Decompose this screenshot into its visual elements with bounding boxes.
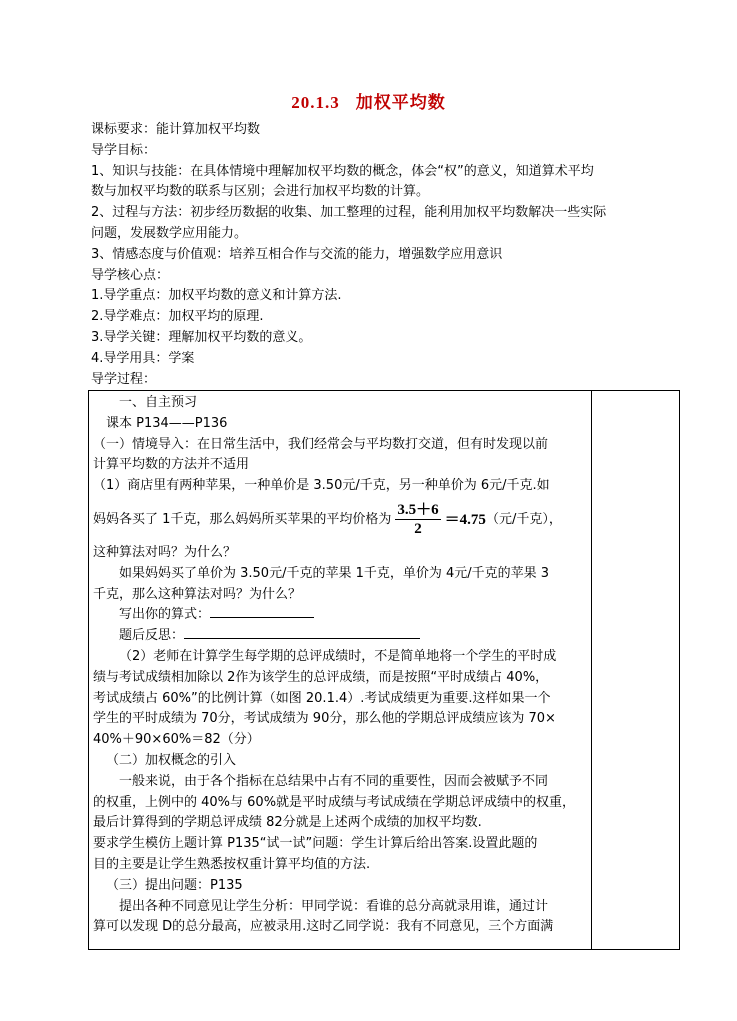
cell-line: 学生的平时成绩为 70分，考试成绩为 90分，那么他的学期总评成绩应该为 70× xyxy=(93,711,556,727)
formula-unit: （元/千克）， xyxy=(485,511,562,527)
intro-line: 2.导学难点：加权平均的原理. xyxy=(91,309,264,325)
page-title xyxy=(0,88,737,113)
reflection-line xyxy=(93,626,589,647)
intro-line: 数与加权平均数的联系与区别；会进行加权平均数的计算。 xyxy=(91,184,430,200)
cell-line: （1）商店里有两种苹果，一种单价是 3.50元/千克，另一种单价为 6元/千克.如 xyxy=(93,478,550,494)
answer-label: 写出你的算式： xyxy=(119,607,211,623)
intro-line: 1、知识与技能：在具体情境中理解加权平均数的概念，体会“权”的意义，知道算术平均 xyxy=(91,163,594,179)
cell-line: 最后计算得到的学期总评成绩 82分就是上述两个成绩的加权平均数. xyxy=(93,815,482,831)
cell-line: 要求学生模仿上题计算 P135“试一试”问题：学生计算后给出答案.设置此题的 xyxy=(93,836,538,852)
cell-line: （一）情境导入：在日常生活中，我们经常会与平均数打交道，但有时发现以前 xyxy=(93,436,549,452)
cell-line: 算可以发现 D的总分最高，应被录用.这时乙同学说：我有不同意见，三个方面满 xyxy=(93,919,554,935)
cell-line: （二）加权概念的引入 xyxy=(106,752,237,768)
intro-line: 导学过程： xyxy=(91,371,157,387)
table-divider xyxy=(591,391,592,949)
formula-fraction xyxy=(395,501,440,538)
formula-result: ＝4.75 xyxy=(444,511,486,528)
cell-line: （2）老师在计算学生每学期的总评成绩时，不是简单地将一个学生的平时成 xyxy=(119,648,557,664)
cell-line: （三）提出问题：P135 xyxy=(106,877,243,893)
cell-line: 40%＋90×60%＝82（分） xyxy=(93,732,260,748)
cell-line: 考试成绩占 60%”的比例计算（如图 20.1.4）.考试成绩更为重要.这样如果一个 xyxy=(93,690,551,706)
answer-line xyxy=(93,605,589,626)
section-title: 加权平均数 xyxy=(355,93,446,113)
answer-blank[interactable] xyxy=(210,605,314,618)
cell-line: 一般来说，由于各个指标在总结果中占有不同的重要性，因而会被赋予不同 xyxy=(119,773,549,789)
intro-line: 2、过程与方法：初步经历数据的收集、加工整理的过程，能利用加权平均数解决一些实际 xyxy=(91,205,607,221)
intro-line: 1.导学重点：加权平均数的意义和计算方法. xyxy=(91,288,342,304)
cell-line: 一、自主预习 xyxy=(119,395,198,410)
cell-line: 千克，那么这种算法对吗？为什么？ xyxy=(93,586,302,602)
formula-prefix: 妈妈各买了 1千克，那么妈妈所买苹果的平均价格为 xyxy=(93,511,392,527)
formula-line xyxy=(93,497,589,543)
intro-line: 课标要求：能计算加权平均数 xyxy=(91,122,261,137)
intro-block xyxy=(91,120,651,390)
cell-line: 绩与考试成绩相加除以 2作为该学生的总评成绩，而是按照“平时成绩占 40%， xyxy=(93,669,549,685)
intro-line: 问题，发展数学应用能力。 xyxy=(91,225,248,241)
reflection-blank[interactable] xyxy=(184,626,420,639)
section-number: 20.1.3 xyxy=(291,93,340,112)
formula-numerator: 3.5＋6 xyxy=(397,502,439,519)
intro-line: 导学目标： xyxy=(91,142,157,158)
cell-line: 的权重，上例中的 40%与 60%就是平时成绩与考试成绩在学期总评成绩中的权重， xyxy=(93,794,576,810)
intro-line: 3、情感态度与价值观：培养互相合作与交流的能力，增强数学应用意识 xyxy=(91,246,503,262)
cell-line: 提出各种不同意见让学生分析：甲同学说：看谁的总分高就录用谁，通过计 xyxy=(119,898,549,914)
cell-line: 这种算法对吗？为什么？ xyxy=(93,544,237,560)
cell-line: 如果妈妈买了单价为 3.50元/千克的苹果 1千克，单价为 4元/千克的苹果 3 xyxy=(119,565,550,581)
lesson-cell xyxy=(89,393,589,938)
intro-line: 导学核心点： xyxy=(91,267,170,283)
cell-line: 课本 P134——P136 xyxy=(106,415,228,431)
formula-denominator: 2 xyxy=(414,521,422,538)
intro-line: 4.导学用具：学案 xyxy=(91,350,195,366)
lesson-table xyxy=(88,390,680,950)
intro-line: 3.导学关键：理解加权平均数的意义。 xyxy=(91,329,312,345)
cell-line: 目的主要是让学生熟悉按权重计算平均值的方法. xyxy=(93,856,371,872)
reflection-label: 题后反思： xyxy=(119,628,185,644)
cell-line: 计算平均数的方法并不适用 xyxy=(93,457,250,473)
